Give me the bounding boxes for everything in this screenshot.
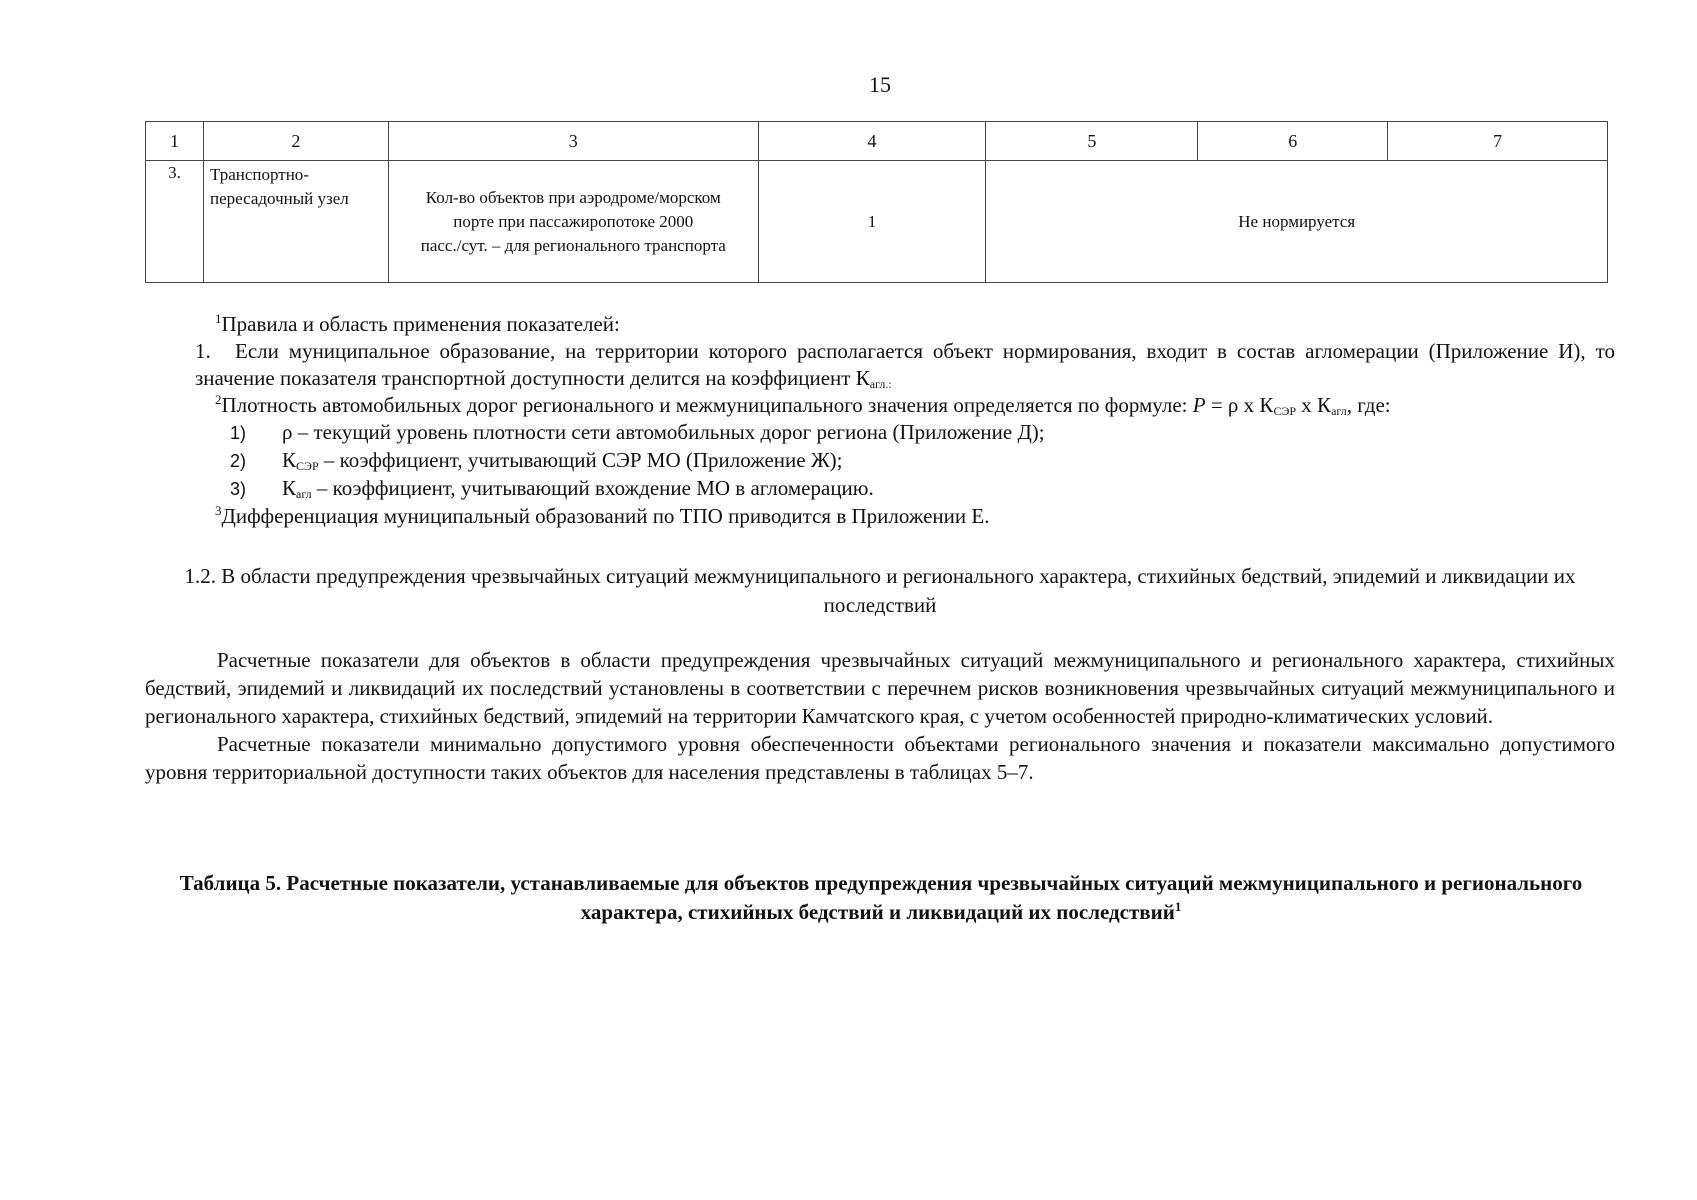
not-normalized-cell: Не нормируется <box>986 161 1608 283</box>
description-line: Кол-во объектов при аэродроме/морском <box>425 187 721 207</box>
rule-item-text: Если муниципальное образование, на территории которого располагается объект нормирования, входит в состав агломерации (Приложение И), то значение показателя транспортной доступности делится на коэффициент К <box>195 339 1615 390</box>
paragraph: Расчетные показатели минимально допустимого уровня обеспеченности объектами регионального значения и показатели максимально допустимого уровня территориальной доступности таких объектов для населения представлены в таблицах 5–7. <box>145 732 1615 784</box>
list-subscript: СЭР <box>296 459 319 473</box>
row-number-cell: 3. <box>146 161 204 283</box>
footnote-marker: 3 <box>215 503 222 518</box>
table-header-cell: 3 <box>388 122 758 161</box>
list-text: – коэффициент, учитывающий вхождение МО в агломерацию. <box>311 476 874 500</box>
indicator-value-cell: 1 <box>758 161 986 283</box>
footnote-1 <box>145 311 1615 338</box>
formula-list-item <box>145 475 1615 503</box>
caption-footnote-marker: 1 <box>1174 899 1182 914</box>
formula-variable: P <box>1192 393 1206 417</box>
list-text: К <box>282 448 297 472</box>
rule-item-subscript: агл.: <box>869 377 892 391</box>
formula-subscript: агл <box>1331 404 1347 418</box>
formula-text: = ρ х К <box>1205 393 1274 417</box>
body-text <box>145 646 1615 786</box>
description-line: порте при пассажиропотоке 2000 <box>453 211 694 231</box>
table-row <box>146 161 1608 283</box>
list-text: ρ – текущий уровень плотности сети автомобильных дорог региона (Приложение Д); <box>282 420 1045 444</box>
list-text: – коэффициент, учитывающий СЭР МО (Приложение Ж); <box>318 448 843 472</box>
list-text: К <box>282 476 297 500</box>
list-marker: 1) <box>230 423 247 443</box>
table-header-cell: 1 <box>146 122 204 161</box>
table-header-cell: 7 <box>1388 122 1608 161</box>
footnote-text: Плотность автомобильных дорог регионального и межмуниципального значения определяется по формуле: <box>221 393 1193 417</box>
table-header-cell: 4 <box>758 122 986 161</box>
footnote-marker: 1 <box>215 311 222 326</box>
page-number: 15 <box>869 72 891 97</box>
table-header-row <box>146 122 1608 161</box>
table-caption <box>145 869 1617 927</box>
list-marker: 2) <box>230 451 247 471</box>
indicator-description-cell <box>388 161 758 283</box>
rule-item-label: 1. <box>195 339 211 363</box>
caption-text: Таблица 5. Расчетные показатели, устанавливаемые для объектов предупреждения чрезвычайных ситуаций межмуниципального и регионального характера, стихийных бедствий и ликвидаций их последствий <box>179 871 1583 924</box>
indicators-table <box>145 121 1608 283</box>
table-header-cell: 6 <box>1198 122 1388 161</box>
footnote-text: Правила и область применения показателей: <box>221 312 620 336</box>
list-marker: 3) <box>230 479 247 499</box>
formula-text: х К <box>1296 393 1332 417</box>
table-header-cell: 2 <box>203 122 388 161</box>
rule-item-1 <box>145 338 1615 392</box>
footnote-3 <box>145 503 1615 530</box>
list-subscript: агл <box>296 487 312 501</box>
footnotes-block <box>145 311 1615 530</box>
formula-list-item <box>145 419 1615 447</box>
table-header-cell: 5 <box>986 122 1198 161</box>
paragraph: Расчетные показатели для объектов в области предупреждения чрезвычайных ситуаций межмуниципального и регионального характера, стихийных бедствий, эпидемий и ликвидаций их последствий установлены в соответствии с перечнем рисков возникновения чрезвычайных ситуаций межмуниципального и регионального характера, стихийных бедствий, эпидемий на территории Камчатского края, с учетом особенностей природно-климатических условий. <box>145 648 1615 728</box>
object-name-cell <box>203 161 388 283</box>
footnote-text: Дифференциация муниципальный образований по ТПО приводится в Приложении Е. <box>221 504 990 528</box>
object-name-line: Транспортно- <box>209 165 309 184</box>
formula-text: , где: <box>1346 393 1391 417</box>
formula-list-item <box>145 447 1615 475</box>
section-heading: 1.2. В области предупреждения чрезвычайных ситуаций межмуниципального и регионального характера, стихийных бедствий, эпидемий и ликвидации их последствий <box>184 564 1576 617</box>
description-line: пасс./сут. – для регионального транспорта <box>420 235 726 255</box>
footnote-2 <box>145 392 1615 419</box>
formula-subscript: СЭР <box>1273 404 1297 418</box>
object-name-line: пересадочный узел <box>209 189 349 208</box>
footnote-marker: 2 <box>215 392 222 407</box>
